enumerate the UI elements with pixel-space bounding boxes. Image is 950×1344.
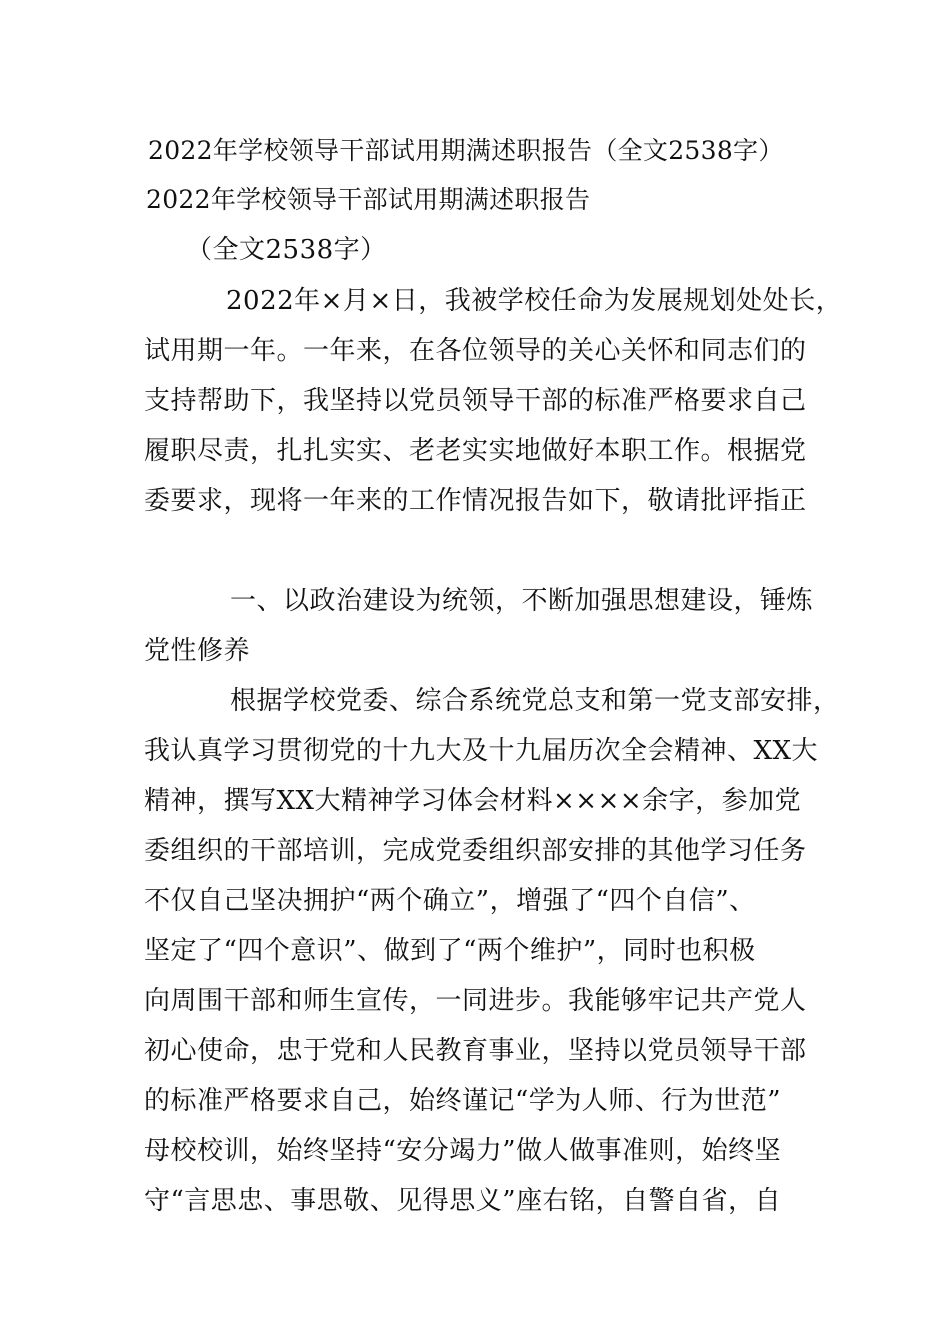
intro-line: 2022年×月×日，我被学校任命为发展规划处处长， [226, 286, 843, 316]
body-line: 委组织的干部培训，完成党委组织部安排的其他学习任务 [144, 836, 807, 866]
document-title-line-1: 2022年学校领导干部试用期满述职报告（全文2538字） [148, 136, 784, 165]
body-line: 坚定了“四个意识”、做到了“两个维护”，同时也积极 [144, 936, 756, 966]
body-line: 向周围干部和师生宣传，一同进步。我能够牢记共产党人 [144, 986, 807, 1016]
body-line: 精神，撰写XX大精神学习体会材料××××余字，参加党 [144, 786, 802, 816]
intro-line: 支持帮助下，我坚持以党员领导干部的标准严格要求自己 [144, 386, 807, 416]
document-subtitle: （全文2538字） [186, 235, 387, 265]
section-heading-line: 党性修养 [144, 636, 251, 666]
body-line: 母校校训，始终坚持“安分竭力”做人做事准则，始终坚 [144, 1136, 782, 1166]
intro-line: 委要求，现将一年来的工作情况报告如下，敬请批评指正 [144, 486, 807, 516]
document-title-line-2: 2022年学校领导干部试用期满述职报告 [146, 185, 591, 214]
body-line: 守“言思忠、事思敬、见得思义”座右铭，自警自省，自 [144, 1186, 782, 1216]
body-line: 的标准严格要求自己，始终谨记“学为人师、行为世范” [144, 1086, 782, 1116]
intro-line: 试用期一年。一年来，在各位领导的关心关怀和同志们的 [144, 336, 807, 366]
body-line: 根据学校党委、综合系统党总支和第一党支部安排， [230, 686, 840, 716]
intro-line: 履职尽责，扎扎实实、老老实实地做好本职工作。根据党 [144, 436, 807, 466]
body-line: 不仅自己坚决拥护“两个确立”，增强了“四个自信”、 [144, 886, 756, 916]
body-line: 初心使命，忠于党和人民教育事业，坚持以党员领导干部 [144, 1036, 807, 1066]
section-heading-line: 一、以政治建设为统领，不断加强思想建设，锤炼 [230, 586, 814, 616]
body-line: 我认真学习贯彻党的十九大及十九届历次全会精神、XX大 [144, 736, 819, 766]
